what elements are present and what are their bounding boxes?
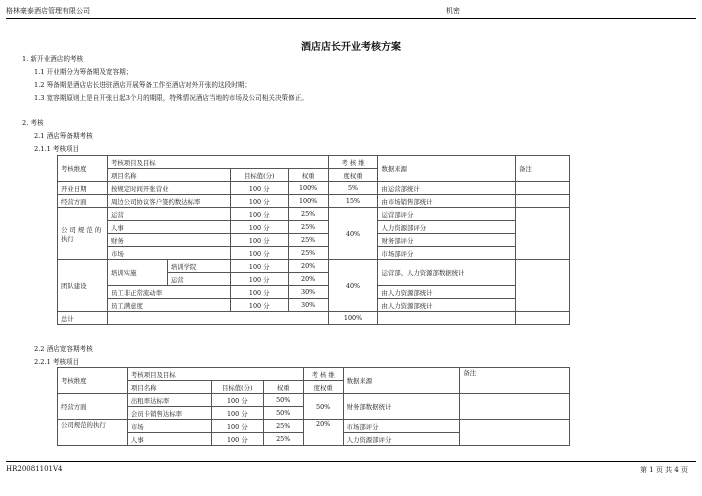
section-2-1-1: 2.1.1 考核项目 [34,145,80,153]
cell-source: 人力资源部评分 [378,221,516,234]
document-code: HR20081101V4 [6,465,63,473]
table-row [58,156,570,169]
total-value: 100% [328,312,378,325]
cell-item: 周边公司协议客户签约数达标率 [107,195,230,208]
col-header-dim-weight-1: 考 核 维 [328,156,378,169]
col-header-note: 备注 [516,156,570,182]
col-header-source: 数据来源 [378,156,516,182]
cell-weight: 25% [263,420,303,433]
table-row [58,221,570,234]
cell-source: 市场部评分 [343,420,460,433]
cell-item: 人事 [127,433,211,446]
col-header-note: 备注 [460,368,570,394]
cell-item: 财务 [107,234,230,247]
cell-note [516,195,570,208]
cell-source: 由市场销售部统计 [378,195,516,208]
col-header-dim-weight-2: 度权重 [328,169,378,182]
cell-target: 100 分 [211,394,263,407]
cell-target: 100 分 [230,247,288,260]
col-header-dim-weight-2: 度权重 [303,381,343,394]
col-header-items: 考核项目及目标 [107,156,328,169]
cell-note [516,208,570,260]
cell-target: 100 分 [230,286,288,299]
cell-source: 由人力资源部统计 [378,299,516,312]
cell-weight: 25% [288,247,328,260]
section-1-3: 1.3 宽容期原则上是自开张日起3个月的期限，特殊情况酒店当地的市场及公司相关决策修正。 [34,94,308,102]
cell-note [516,312,570,325]
cell-weight: 20% [288,273,328,286]
cell-source: 运营部评分 [378,208,516,221]
table-row [58,368,570,381]
cell-target: 100 分 [230,260,288,273]
cell-note [516,182,570,195]
cell-source: 财务部数据统计 [343,394,460,420]
cell-weight: 30% [288,286,328,299]
col-header-dimension: 考核维度 [58,368,128,394]
section-2-1: 2.1 酒店筹备期考核 [34,132,93,140]
cell-source: 由人力资源部统计 [378,286,516,299]
table-row [58,195,570,208]
cell-note [516,260,570,312]
cell-target: 100 分 [230,221,288,234]
cell-target: 100 分 [211,407,263,420]
cell-item: 按规定时间开张营业 [107,182,230,195]
col-header-item-name: 项目名称 [107,169,230,182]
cell-dim-weight: 20% [303,420,343,446]
col-header-weight: 权重 [288,169,328,182]
col-header-source: 数据来源 [343,368,460,394]
prep-period-table [57,155,570,325]
total-blank [107,312,328,325]
table-row [58,182,570,195]
cell-dim-weight: 40% [328,260,378,312]
table-row [58,420,570,433]
table-row [58,260,570,273]
cell-weight: 25% [288,234,328,247]
cell-weight: 25% [263,433,303,446]
cell-target: 100 分 [230,273,288,286]
section-1-2: 1.2 筹备期是酒店店长进驻酒店开展筹备工作至酒店对外开张的这段时期； [34,81,251,89]
table-row-total [58,312,570,325]
section-1: 1. 新开业酒店的考核 [22,55,84,63]
page-footer [6,461,696,478]
table-row [58,247,570,260]
cell-target: 100 分 [230,234,288,247]
cell-weight: 25% [288,221,328,234]
cell-target: 100 分 [230,208,288,221]
cell-item: 员工满意度 [107,299,230,312]
table-row [58,208,570,221]
cell-dimension: 经营方面 [58,195,108,208]
table-row [58,394,570,407]
page-number: 第 1 页 共 4 页 [639,466,688,474]
cell-item: 市场 [107,247,230,260]
cell-dimension: 公司规范的执行 [58,420,128,446]
document-title: 酒店店长开业考核方案 [301,42,401,53]
col-header-items: 考核项目及目标 [127,368,303,381]
section-2: 2. 考核 [22,119,44,127]
cell-source [378,312,516,325]
cell-source: 人力资源部评分 [343,433,460,446]
cell-source: 财务部评分 [378,234,516,247]
cell-weight: 100% [288,182,328,195]
cell-weight: 100% [288,195,328,208]
cell-target: 100 分 [230,195,288,208]
cell-source: 由运营部统计 [378,182,516,195]
col-header-item-name: 项目名称 [127,381,211,394]
cell-note [460,394,570,420]
cell-weight: 25% [288,208,328,221]
cell-target: 100 分 [211,433,263,446]
col-header-dim-weight-1: 考 核 维 [303,368,343,381]
cell-note [460,420,570,446]
cell-item: 人事 [107,221,230,234]
cell-item: 员工非正常流动率 [107,286,230,299]
cell-dim-weight: 50% [303,394,343,420]
cell-target: 100 分 [230,182,288,195]
table-row [58,234,570,247]
col-header-dimension: 考核维度 [58,156,108,182]
section-1-1: 1.1 开业期分为筹备期及宽容期； [34,68,133,76]
cell-dim-weight: 5% [328,182,378,195]
cell-item: 运营 [107,208,230,221]
cell-dimension: 经营方面 [58,394,128,420]
cell-subitem: 运营 [167,273,230,286]
total-label: 总计 [58,312,108,325]
cell-source: 市场部评分 [378,247,516,260]
cell-item: 出租率达标率 [127,394,211,407]
col-header-weight: 权重 [263,381,303,394]
cell-item: 市场 [127,420,211,433]
page-header [6,4,696,19]
col-header-target: 目标值(分) [230,169,288,182]
col-header-target: 目标值(分) [211,381,263,394]
cell-weight: 50% [263,407,303,420]
table-row [58,286,570,299]
confidential-label: 机密 [446,7,460,15]
cell-subitem: 培训学院 [167,260,230,273]
company-name: 格林豪泰酒店管理有限公司 [6,7,90,15]
cell-dim-weight: 15% [328,195,378,208]
cell-weight: 50% [263,394,303,407]
cell-item: 培训实施 [107,260,167,286]
cell-target: 100 分 [230,299,288,312]
cell-weight: 30% [288,299,328,312]
cell-target: 100 分 [211,420,263,433]
cell-dimension: 团队建设 [58,260,108,312]
cell-weight: 20% [288,260,328,273]
cell-dimension: 开业日期 [58,182,108,195]
grace-period-table [57,367,570,446]
cell-dim-weight: 40% [328,208,378,260]
cell-dimension: 公 司 规 范 的 执行 [58,208,108,260]
section-2-2: 2.2 酒店宽容期考核 [34,345,93,353]
section-2-2-1: 2.2.1 考核项目 [34,358,80,366]
cell-item: 会员卡销售达标率 [127,407,211,420]
cell-source: 运营部、人力资源部数据统计 [378,260,516,286]
table-row [58,299,570,312]
